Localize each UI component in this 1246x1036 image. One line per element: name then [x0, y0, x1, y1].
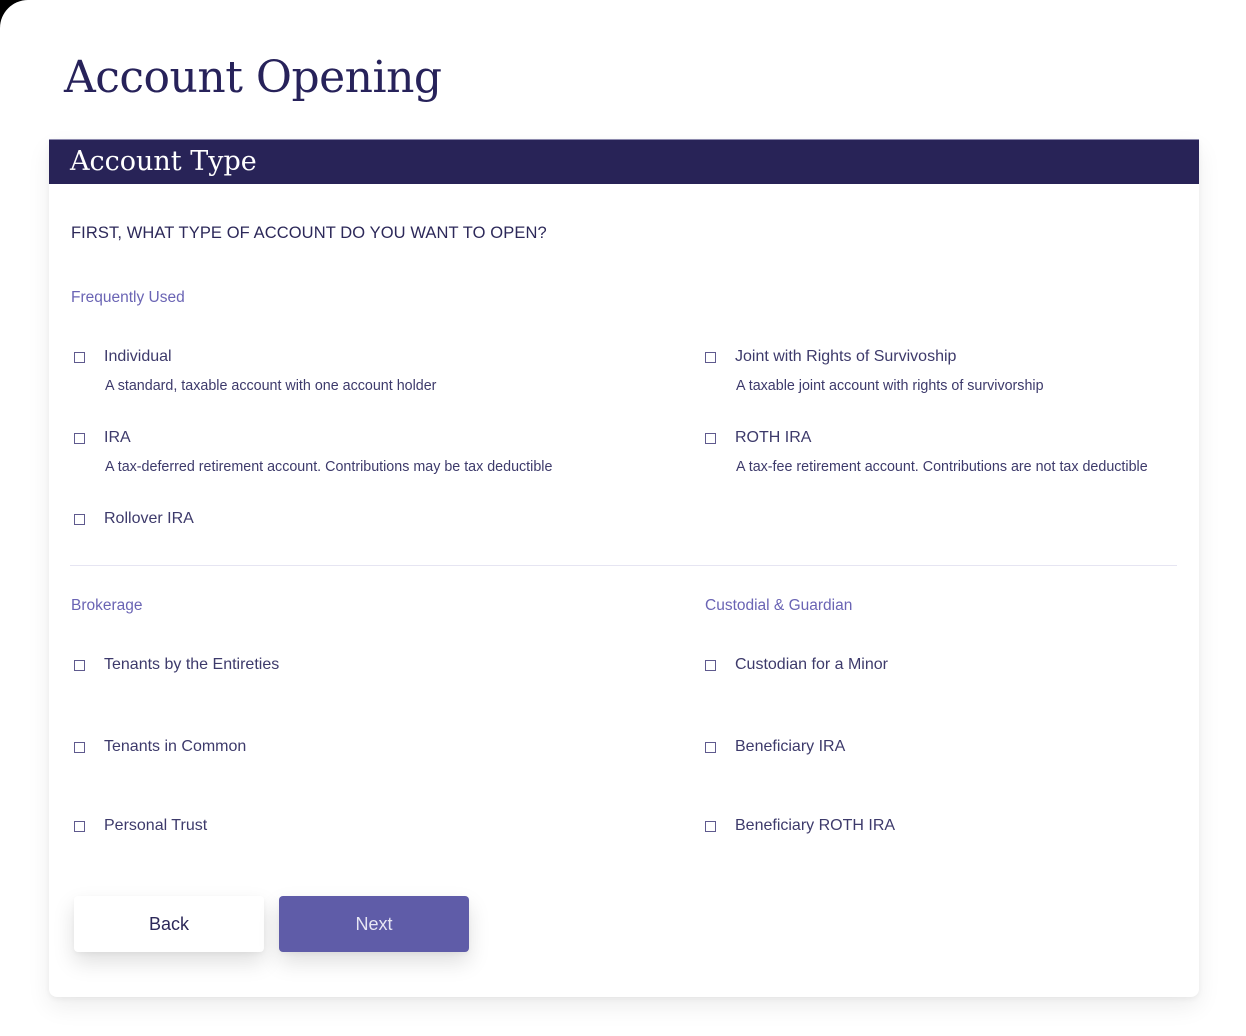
option-label[interactable]: Tenants by the Entireties [104, 656, 280, 673]
option-custodian-minor[interactable] [705, 656, 888, 674]
option-beneficiary-roth-ira[interactable] [705, 817, 895, 835]
card-header-title: Account Type [70, 146, 257, 177]
option-ira[interactable] [74, 429, 552, 475]
option-description: A standard, taxable account with one account holder [105, 378, 437, 394]
checkbox-tenants-entireties[interactable] [74, 660, 85, 671]
checkbox-beneficiary-ira[interactable] [705, 742, 716, 753]
option-tenants-common[interactable] [74, 738, 246, 756]
option-label[interactable]: Custodian for a Minor [735, 656, 888, 673]
option-joint-survivorship[interactable] [705, 348, 1044, 394]
checkbox-joint-survivorship[interactable] [705, 352, 716, 363]
checkbox-custodian-minor[interactable] [705, 660, 716, 671]
card-header [49, 139, 1199, 184]
option-description: A tax-fee retirement account. Contributions are not tax deductible [736, 459, 1148, 475]
option-roth-ira[interactable] [705, 429, 1148, 475]
option-label[interactable]: Joint with Rights of Survivoship [735, 348, 957, 365]
checkbox-tenants-common[interactable] [74, 742, 85, 753]
option-personal-trust[interactable] [74, 817, 207, 835]
option-description: A taxable joint account with rights of survivorship [736, 378, 1044, 394]
option-label[interactable]: Tenants in Common [104, 738, 247, 755]
option-label[interactable]: Personal Trust [104, 817, 208, 834]
checkbox-roth-ira[interactable] [705, 433, 716, 444]
option-label[interactable]: Rollover IRA [104, 510, 194, 527]
section-label-frequently-used: Frequently Used [71, 289, 185, 306]
option-label[interactable]: Beneficiary ROTH IRA [735, 817, 896, 834]
checkbox-personal-trust[interactable] [74, 821, 85, 832]
option-description: A tax-deferred retirement account. Contributions may be tax deductible [105, 459, 553, 475]
option-label[interactable]: Individual [104, 348, 172, 365]
option-individual[interactable] [74, 348, 436, 394]
option-label[interactable]: ROTH IRA [735, 429, 812, 446]
checkbox-ira[interactable] [74, 433, 85, 444]
checkbox-rollover-ira[interactable] [74, 514, 85, 525]
checkbox-individual[interactable] [74, 352, 85, 363]
option-label[interactable]: Beneficiary IRA [735, 738, 846, 755]
account-type-card [49, 139, 1199, 997]
section-divider [70, 565, 1177, 566]
page-title: Account Opening [64, 52, 442, 103]
option-tenants-entireties[interactable] [74, 656, 279, 674]
option-beneficiary-ira[interactable] [705, 738, 845, 756]
section-label-custodial-guardian: Custodial & Guardian [705, 597, 853, 614]
next-button[interactable]: Next [279, 896, 469, 952]
checkbox-beneficiary-roth-ira[interactable] [705, 821, 716, 832]
question-heading: FIRST, WHAT TYPE OF ACCOUNT DO YOU WANT TO OPEN? [71, 224, 547, 242]
option-rollover-ira[interactable] [74, 510, 194, 528]
back-button[interactable]: Back [74, 896, 264, 952]
section-label-brokerage: Brokerage [71, 597, 143, 614]
option-label[interactable]: IRA [104, 429, 131, 446]
